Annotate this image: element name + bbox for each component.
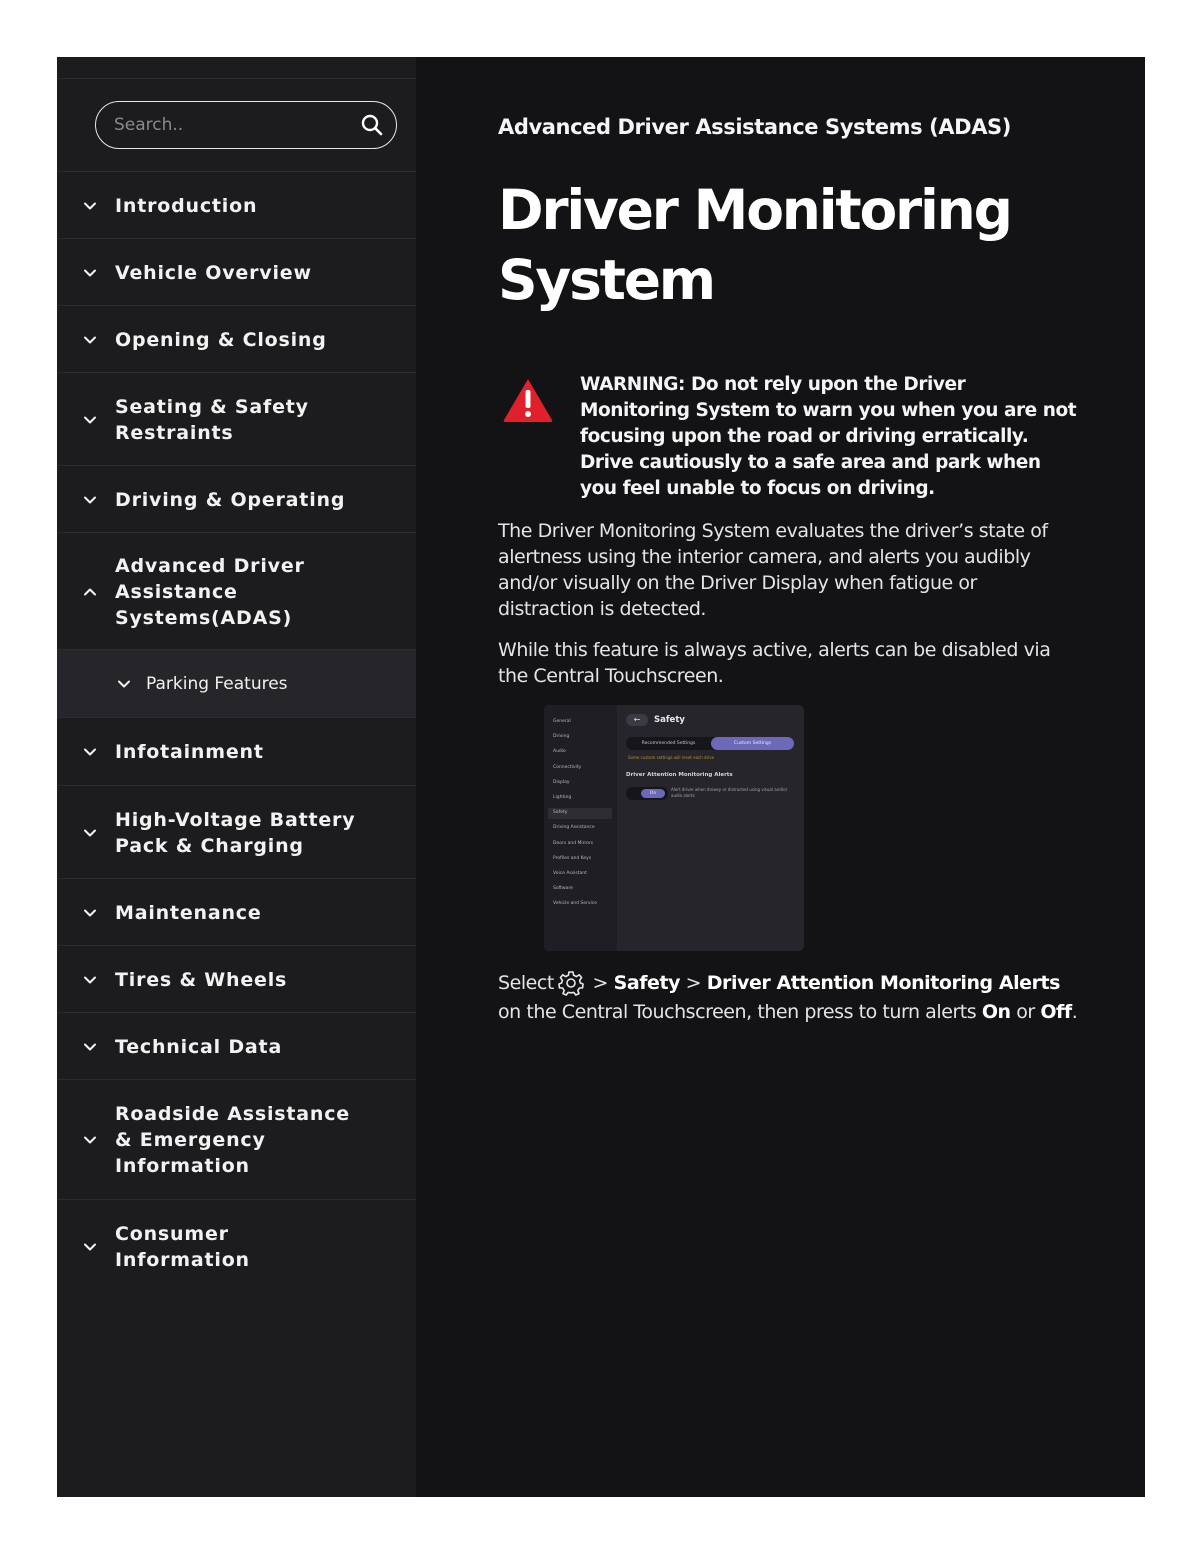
sidebar-item[interactable] — [57, 465, 416, 532]
sidebar-item[interactable] — [57, 785, 416, 878]
touchscreen-seg-recommended: Recommended Settings — [641, 741, 696, 746]
instruction-period: . — [1071, 1001, 1078, 1023]
touchscreen-section-title: Driver Attention Monitoring Alerts — [626, 772, 733, 778]
sidebar-item-label: Tires & Wheels — [115, 969, 288, 991]
sidebar-item[interactable] — [57, 717, 416, 785]
chevron-down-icon[interactable] — [83, 199, 97, 213]
sidebar-subitem[interactable] — [57, 649, 416, 717]
touchscreen-title: Safety — [654, 715, 685, 725]
touchscreen-toggle — [626, 787, 668, 800]
sidebar-item-label: High-Voltage Battery Pack & Charging — [115, 809, 356, 857]
chevron-down-icon[interactable] — [117, 677, 131, 691]
touchscreen-toggle-description: Alert driver when drowsy or distracted using visual and/or audio alerts — [671, 787, 788, 798]
instruction-separator: > — [592, 972, 608, 994]
search-box[interactable] — [95, 101, 397, 149]
touchscreen-sidebar-item: Driving — [553, 734, 570, 740]
warning-icon — [502, 377, 554, 423]
sidebar-divider — [57, 78, 416, 79]
instruction-alerts-setting: Driver Attention Monitoring Alerts — [706, 972, 1061, 994]
instruction-on: On — [981, 1001, 1011, 1023]
sidebar-item[interactable] — [57, 1012, 416, 1079]
instruction-safety: Safety — [613, 972, 681, 994]
touchscreen-toggle-knob: On — [641, 789, 665, 798]
note-paragraph: While this feature is always active, alerts can be disabled via the Central Touchscreen. — [498, 639, 1051, 687]
instruction-text — [498, 969, 1078, 1027]
sidebar-item-label: Seating & Safety Restraints — [115, 396, 309, 444]
touchscreen-sidebar-item: Profiles and Keys — [553, 855, 592, 861]
instruction-middle: on the Central Touchscreen, then press to turn alerts — [498, 1001, 977, 1023]
sidebar-item[interactable] — [57, 238, 416, 305]
touchscreen-sidebar-item: Software — [553, 886, 573, 892]
touchscreen-back-button: ← — [626, 714, 648, 726]
chevron-down-icon[interactable] — [83, 1040, 97, 1054]
touchscreen-sidebar-item: General — [553, 719, 571, 724]
search-input[interactable] — [114, 102, 344, 147]
chevron-down-icon[interactable] — [83, 906, 97, 920]
warning-text: WARNING: Do not rely upon the Driver Monitoring System to warn you when you are not focusing upon the road or driving erratically. Drive cautiously to a safe area and park when you feel unable to focus on driving. — [580, 374, 1077, 499]
touchscreen-seg-custom: Custom Settings — [711, 737, 794, 750]
touchscreen-sidebar-item: Lighting — [553, 795, 572, 800]
sidebar-item[interactable] — [57, 171, 416, 238]
sidebar-item[interactable] — [57, 1199, 416, 1292]
sidebar-item-label: Infotainment — [115, 741, 264, 763]
sidebar-item-label: Consumer Information — [115, 1223, 250, 1271]
sidebar-item[interactable] — [57, 305, 416, 372]
instruction-select: Select — [498, 972, 554, 994]
page-title: Driver Monitoring System — [498, 178, 1011, 312]
sidebar-item[interactable] — [57, 532, 416, 649]
sidebar-item[interactable] — [57, 945, 416, 1012]
touchscreen-sidebar-item: Doors and Mirrors — [553, 840, 594, 846]
sidebar-item-label: Roadside Assistance & Emergency Information — [115, 1103, 350, 1177]
touchscreen-sidebar-item: Safety — [553, 810, 568, 816]
touchscreen-sidebar — [544, 705, 617, 951]
sidebar-item-label: Parking Features — [146, 674, 288, 694]
chevron-down-icon[interactable] — [83, 826, 97, 840]
sidebar-item-label: Maintenance — [115, 902, 262, 924]
search-icon[interactable] — [360, 113, 384, 137]
touchscreen-sidebar-item: Connectivity — [553, 764, 582, 770]
sidebar-item-label: Driving & Operating — [115, 489, 346, 511]
touchscreen-sidebar-item: Audio — [553, 749, 566, 755]
instruction-or: or — [1016, 1001, 1035, 1023]
sidebar-item[interactable] — [57, 1079, 416, 1199]
sidebar — [57, 57, 416, 1497]
sidebar-item-label: Opening & Closing — [115, 329, 327, 351]
chevron-down-icon[interactable] — [83, 1240, 97, 1254]
touchscreen-screenshot — [544, 705, 804, 951]
chevron-down-icon[interactable] — [83, 493, 97, 507]
touchscreen-sidebar-item: Driving Assistance — [553, 825, 595, 831]
sidebar-item[interactable] — [57, 878, 416, 945]
sidebar-item-label: Introduction — [115, 195, 258, 217]
sidebar-item-label: Technical Data — [115, 1036, 283, 1058]
touchscreen-sidebar-item: Display — [553, 779, 570, 785]
chevron-down-icon[interactable] — [83, 333, 97, 347]
chevron-down-icon[interactable] — [83, 973, 97, 987]
chevron-down-icon[interactable] — [83, 745, 97, 759]
chevron-down-icon[interactable] — [83, 413, 97, 427]
instruction-off: Off — [1040, 1001, 1072, 1023]
breadcrumb[interactable]: Advanced Driver Assistance Systems (ADAS) — [498, 115, 1011, 139]
touchscreen-sidebar-item: Vehicle and Service — [553, 901, 598, 907]
chevron-down-icon[interactable] — [83, 1133, 97, 1147]
sidebar-item-label: Advanced Driver Assistance Systems(ADAS) — [115, 555, 305, 629]
touchscreen-sidebar-item: Voice Assistant — [553, 871, 587, 876]
gear-icon — [558, 970, 584, 996]
chevron-up-icon[interactable] — [83, 585, 97, 599]
description-paragraph: The Driver Monitoring System evaluates the driver’s state of alertness using the interior camera, and alerts you audibly and/or visually on the Driver Display when fatigue or distraction is detected. — [498, 520, 1048, 620]
touchscreen-segmented-control — [626, 737, 794, 750]
sidebar-item[interactable] — [57, 372, 416, 465]
instruction-separator: > — [685, 972, 702, 994]
touchscreen-note: Some custom settings will reset each drive — [628, 755, 715, 760]
chevron-down-icon[interactable] — [83, 266, 97, 280]
manual-page — [57, 57, 1145, 1497]
sidebar-item-label: Vehicle Overview — [115, 262, 312, 284]
